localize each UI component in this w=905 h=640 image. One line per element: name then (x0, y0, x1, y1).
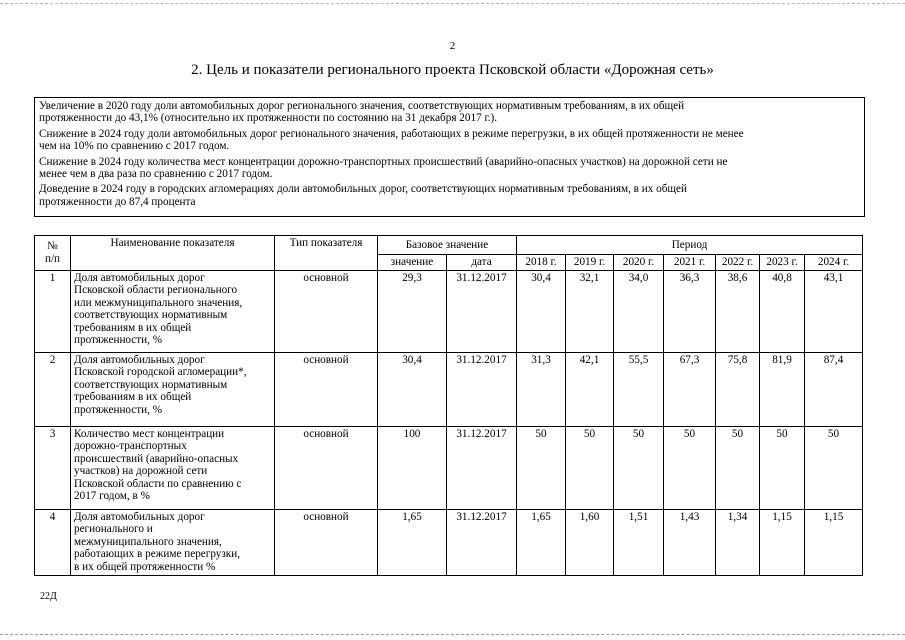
year-value: 1,65 (517, 509, 566, 575)
row-num: 2 (35, 352, 71, 426)
year-value: 1,34 (716, 509, 760, 575)
year-value: 40,8 (760, 270, 805, 352)
header-period: Период (517, 236, 863, 255)
year-value: 1,15 (760, 509, 805, 575)
year-value: 32,1 (566, 270, 614, 352)
indicator-name: Доля автомобильных дорог регионального и межмуниципального значения, работающих в режиме перегрузки, в их общей протяженности % (71, 509, 275, 575)
year-value: 1,15 (805, 509, 863, 575)
goals-box (34, 97, 865, 217)
year-value: 43,1 (805, 270, 863, 352)
year-value: 67,3 (664, 352, 716, 426)
year-value: 87,4 (805, 352, 863, 426)
header-year: 2019 г. (566, 255, 614, 271)
row-num: 1 (35, 270, 71, 352)
indicators-table (34, 235, 863, 576)
header-name: Наименование показателя (71, 236, 275, 271)
header-base-value: значение (378, 255, 447, 271)
table-row (35, 270, 863, 352)
year-value: 42,1 (566, 352, 614, 426)
section-title: 2. Цель и показатели регионального проекта Псковской области «Дорожная сеть» (191, 62, 714, 78)
year-value: 50 (760, 426, 805, 509)
table-row (35, 352, 863, 426)
indicator-type: основной (275, 270, 378, 352)
document-code: 22Д (40, 591, 57, 602)
year-value: 31,3 (517, 352, 566, 426)
row-num: 4 (35, 509, 71, 575)
scan-edge-bottom (0, 634, 905, 635)
year-value: 30,4 (517, 270, 566, 352)
year-value: 38,6 (716, 270, 760, 352)
goal-4: Доведение в 2024 году в городских агломерациях доли автомобильных дорог, соответствующих нормативным требованиям, в их общей протяженности до 87,4 процента (39, 183, 687, 208)
header-num: № п/п (35, 236, 71, 271)
header-type: Тип показателя (275, 236, 378, 271)
base-value: 30,4 (378, 352, 447, 426)
year-value: 36,3 (664, 270, 716, 352)
header-year: 2024 г. (805, 255, 863, 271)
goal-3: Снижение в 2024 году количества мест концентрации дорожно-транспортных происшествий (аварийно-опасных участков) на дорожной сети не менее чем в два раза по сравнению с 2017 годом. (39, 155, 728, 181)
table-row (35, 426, 863, 509)
header-year: 2020 г. (614, 255, 664, 271)
year-value: 1,51 (614, 509, 664, 575)
indicator-name: Количество мест концентрации дорожно-транспортных происшествий (аварийно-опасных участков) на дорожной сети Псковской области по сравнению с 2017 годом, в % (71, 426, 275, 509)
header-base: Базовое значение (378, 236, 517, 255)
indicator-name: Доля автомобильных дорог Псковской области регионального или межмуниципального значения, соответствующих нормативным требованиям в их общей протяженности, % (71, 270, 275, 352)
year-value: 50 (566, 426, 614, 509)
indicator-type: основной (275, 426, 378, 509)
year-value: 75,8 (716, 352, 760, 426)
header-year: 2021 г. (664, 255, 716, 271)
indicator-name: Доля автомобильных дорог Псковской городской агломерации*, соответствующих нормативным требованиям в их общей протяженности, % (71, 352, 275, 426)
table-header-row (35, 236, 863, 255)
base-value: 29,3 (378, 270, 447, 352)
indicator-type: основной (275, 352, 378, 426)
goal-1: Увеличение в 2020 году доли автомобильных дорог регионального значения, соответствующих нормативным требованиям, в их общей протяженности до 43,1% (относительно их протяженности по состоянию на 31 декабря 2017 г.). (39, 100, 685, 125)
base-date: 31.12.2017 (447, 426, 517, 509)
scan-edge-top (0, 3, 905, 4)
base-date: 31.12.2017 (447, 352, 517, 426)
indicator-type: основной (275, 509, 378, 575)
page-number: 2 (449, 40, 456, 52)
year-value: 50 (614, 426, 664, 509)
year-value: 50 (805, 426, 863, 509)
base-date: 31.12.2017 (447, 509, 517, 575)
year-value: 55,5 (614, 352, 664, 426)
header-base-date: дата (447, 255, 517, 271)
year-value: 50 (716, 426, 760, 509)
base-value: 100 (378, 426, 447, 509)
header-year: 2023 г. (760, 255, 805, 271)
header-year: 2018 г. (517, 255, 566, 271)
header-year: 2022 г. (716, 255, 760, 271)
table-row (35, 509, 863, 575)
goal-2: Снижение в 2024 году доли автомобильных дорог регионального значения, работающих в режиме перегрузки, в их общей протяженности не менее чем на 10% по сравнению с 2017 годом. (39, 127, 744, 153)
year-value: 50 (517, 426, 566, 509)
year-value: 81,9 (760, 352, 805, 426)
base-value: 1,65 (378, 509, 447, 575)
year-value: 1,60 (566, 509, 614, 575)
year-value: 34,0 (614, 270, 664, 352)
row-num: 3 (35, 426, 71, 509)
base-date: 31.12.2017 (447, 270, 517, 352)
year-value: 50 (664, 426, 716, 509)
year-value: 1,43 (664, 509, 716, 575)
